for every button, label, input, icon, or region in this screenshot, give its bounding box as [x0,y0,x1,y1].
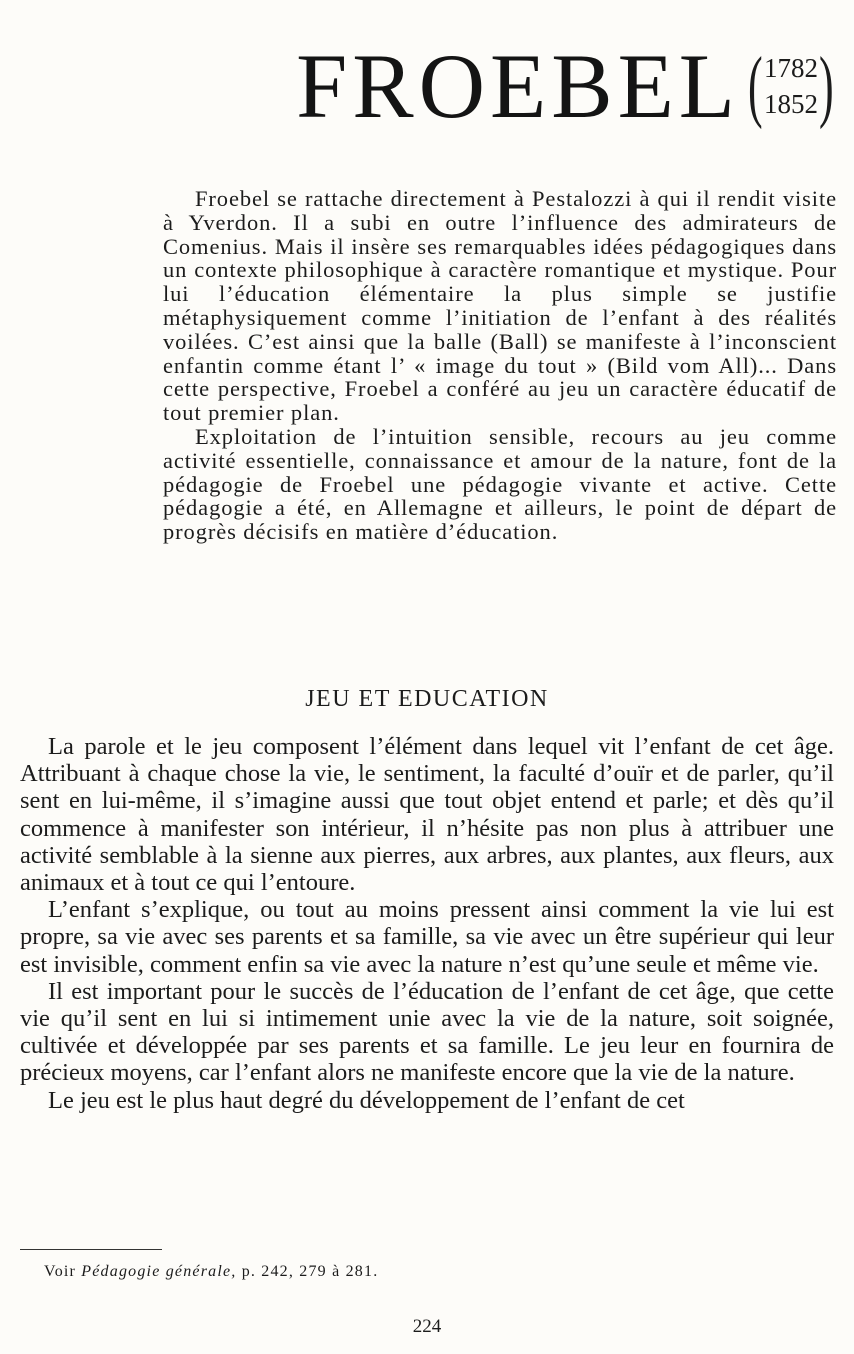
footnote-work-title: Pédagogie générale, [81,1263,237,1280]
body-paragraph: Il est important pour le succès de l’éducation de l’enfant de cet âge, que cette vie qu’il sent en lui si intimement unie avec la vie de la nature, soit soignée, cultivée et développée par ses parents et sa famille. Le jeu leur en fournira de précieux moyens, car l’enfant alors ne manifeste encore que la vie de la nature. [20,977,834,1087]
page-number: 224 [412,1316,442,1337]
death-year: 1852 [764,89,818,119]
body-paragraph: La parole et le jeu composent l’élément dans lequel vit l’enfant de cet âge. Attribuant à chaque chose la vie, le sentiment, la faculté d’ouïr et de parler, qu’il sent en lui-même, il s’imagine aussi que tout objet entend et parle; et dès qu’il commence à manifester son intérieur, il n’hésite pas non plus à attribuer une activité semblable à la sienne aux pierres, aux arbres, aux plantes, aux fleurs, aux animaux et à tout ce qui l’entoure. [20,733,834,897]
life-dates [747,42,835,130]
chapter-title: FROEBEL [296,35,740,137]
birth-year: 1782 [764,53,818,83]
intro-paragraph: Exploitation de l’intuition sensible, recours au jeu comme activité essentielle, connaissance et amour de la nature, font de la pédagogie de Froebel une pédagogie vivante et active. Cette pédagogie a été, en Allemagne et ailleurs, le point de départ de progrès décisifs en matière d’éducation. [163,423,837,545]
section-body [20,733,834,1114]
section-heading: JEU ET EDUCATION [305,686,549,712]
footnote-reference: p. 242, 279 à 281. [241,1263,379,1280]
body-paragraph: L’enfant s’explique, ou tout au moins pressent ainsi comment la vie lui est propre, sa vie avec ses parents et sa famille, sa vie avec un être supérieur qui leur est invisible, comment enfin sa vie avec la nature n’est qu’une seule et même vie. [20,896,834,978]
footnote-divider [20,1249,162,1250]
footnote [44,1263,378,1281]
footnote-prefix: Voir [44,1263,77,1280]
body-paragraph: Le jeu est le plus haut degré du développement de l’enfant de cet [48,1086,685,1114]
left-brace-glyph: ( [747,42,763,130]
chapter-header [296,35,835,137]
right-brace-glyph: ) [819,42,835,130]
intro-text [163,187,837,544]
intro-paragraph: Froebel se rattache directement à Pestalozzi à qui il rendit visite à Yverdon. Il a subi en outre l’influence des admirateurs de Comenius. Mais il insère ses remarquables idées pédagogiques dans un contexte philosophique à caractère romantique et mystique. Pour lui l’éducation élémentaire la plus simple se justifie métaphysiquement comme l’initiation de l’enfant à des réalités voilées. C’est ainsi que la balle (Ball) se manifeste à l’inconscient enfantin comme étant l’ « image du tout » (Bild vom All)... Dans cette perspective, Froebel a conféré au jeu un caractère éducatif de tout premier plan. [163,186,837,426]
